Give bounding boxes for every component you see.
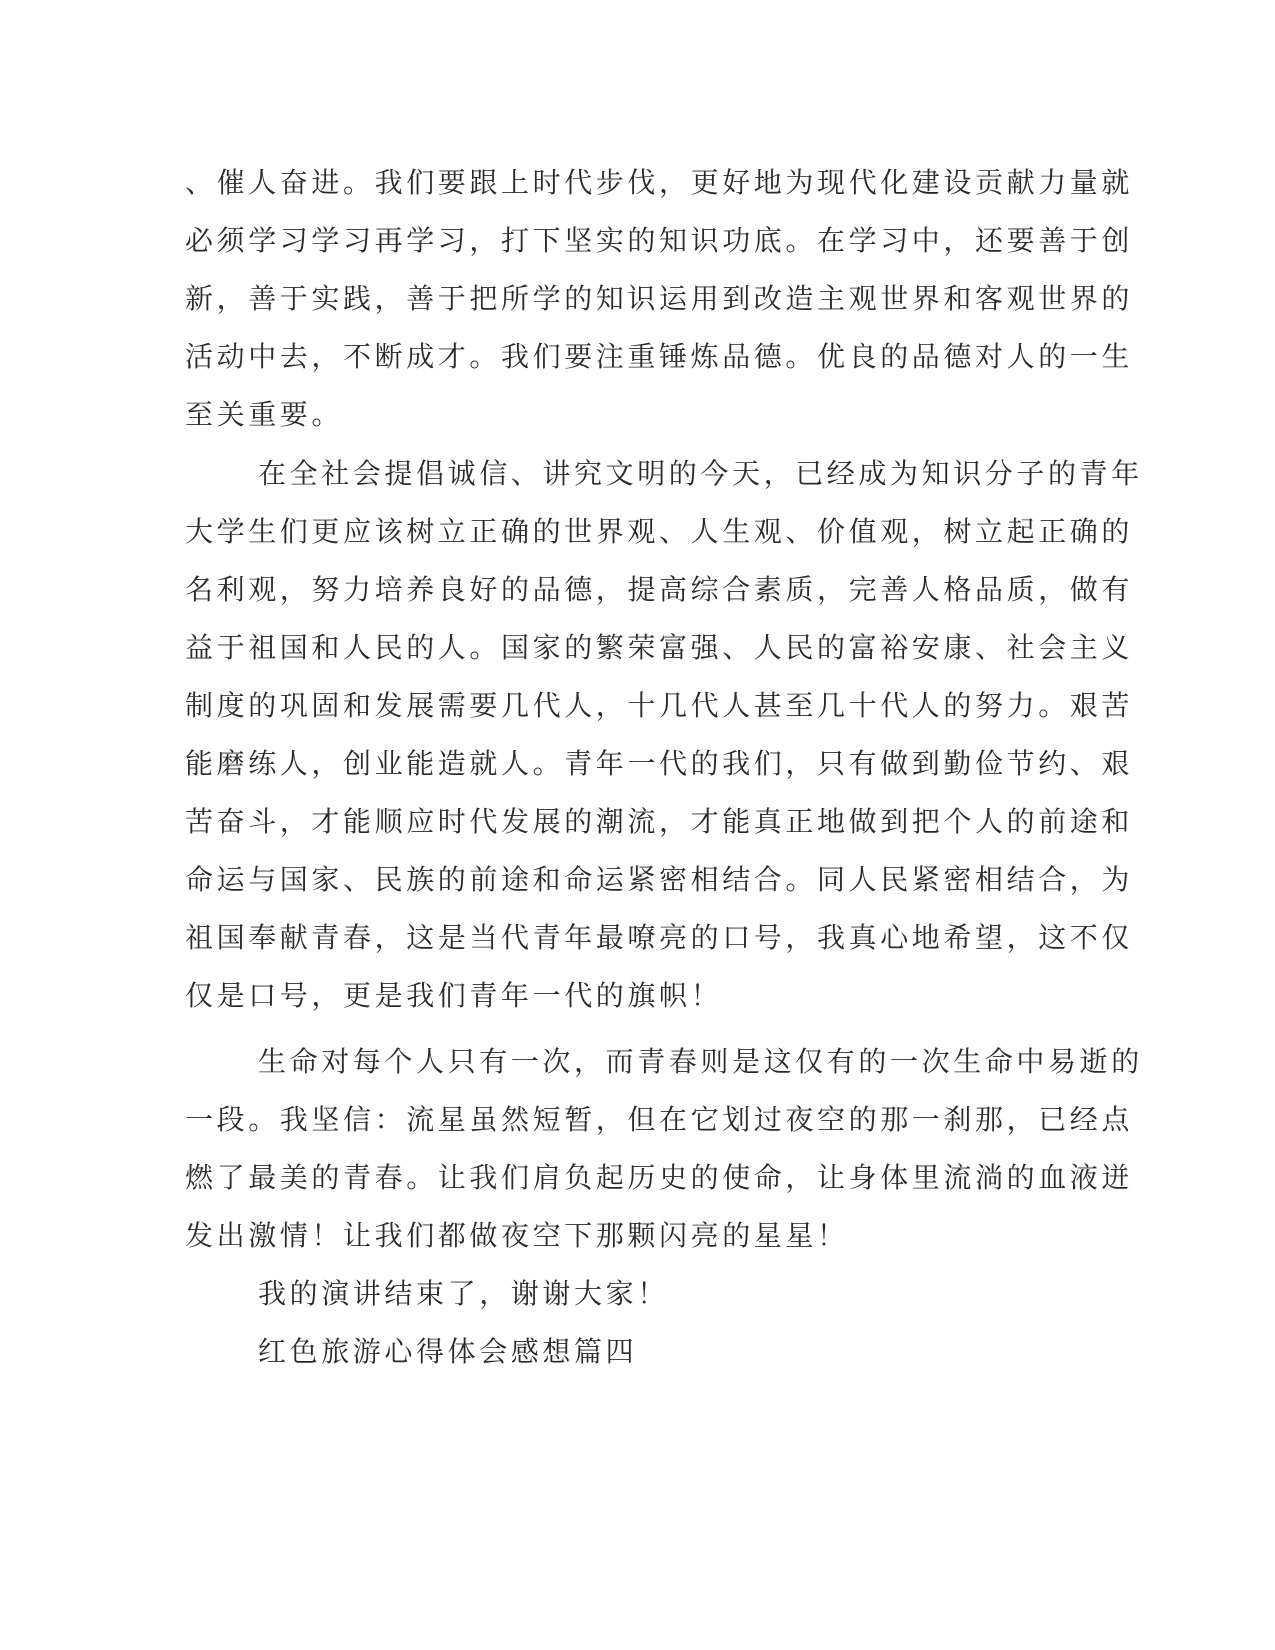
section-heading: 红色旅游心得体会感想篇四 bbox=[258, 1335, 638, 1368]
text-line: 一段。我坚信：流星虽然短暂，但在它划过夜空的那一刹那，已经点 bbox=[185, 1103, 1134, 1136]
text-line: 苦奋斗，才能顺应时代发展的潮流，才能真正地做到把个人的前途和 bbox=[185, 805, 1134, 838]
text-line: 祖国奉献青春，这是当代青年最嘹亮的口号，我真心地希望，这不仅 bbox=[185, 921, 1134, 954]
text-line: 至关重要。 bbox=[185, 398, 344, 431]
paragraph-first-line: 生命对每个人只有一次，而青春则是这仅有的一次生命中易逝的 bbox=[258, 1045, 1143, 1078]
text-line: 活动中去，不断成才。我们要注重锤炼品德。优良的品德对人的一生 bbox=[185, 340, 1134, 373]
text-line: 必须学习学习再学习，打下坚实的知识功底。在学习中，还要善于创 bbox=[185, 224, 1134, 257]
closing-line: 我的演讲结束了，谢谢大家！ bbox=[258, 1277, 669, 1310]
text-line: 燃了最美的青春。让我们肩负起历史的使命，让身体里流淌的血液迸 bbox=[185, 1161, 1134, 1194]
paragraph-first-line: 在全社会提倡诚信、讲究文明的今天，已经成为知识分子的青年 bbox=[258, 457, 1143, 490]
text-line: 、催人奋进。我们要跟上时代步伐，更好地为现代化建设贡献力量就 bbox=[185, 166, 1134, 199]
text-line: 大学生们更应该树立正确的世界观、人生观、价值观，树立起正确的 bbox=[185, 515, 1134, 548]
text-line: 仅是口号，更是我们青年一代的旗帜！ bbox=[185, 979, 723, 1012]
text-line: 命运与国家、民族的前途和命运紧密相结合。同人民紧密相结合，为 bbox=[185, 863, 1134, 896]
text-line: 名利观，努力培养良好的品德，提高综合素质，完善人格品质，做有 bbox=[185, 573, 1134, 606]
text-line: 能磨练人，创业能造就人。青年一代的我们，只有做到勤俭节约、艰 bbox=[185, 747, 1134, 780]
text-line: 发出激情！让我们都做夜空下那颗闪亮的星星！ bbox=[185, 1219, 849, 1252]
text-line: 制度的巩固和发展需要几代人，十几代人甚至几十代人的努力。艰苦 bbox=[185, 689, 1134, 722]
text-line: 益于祖国和人民的人。国家的繁荣富强、人民的富裕安康、社会主义 bbox=[185, 631, 1134, 664]
text-line: 新，善于实践，善于把所学的知识运用到改造主观世界和客观世界的 bbox=[185, 282, 1134, 315]
